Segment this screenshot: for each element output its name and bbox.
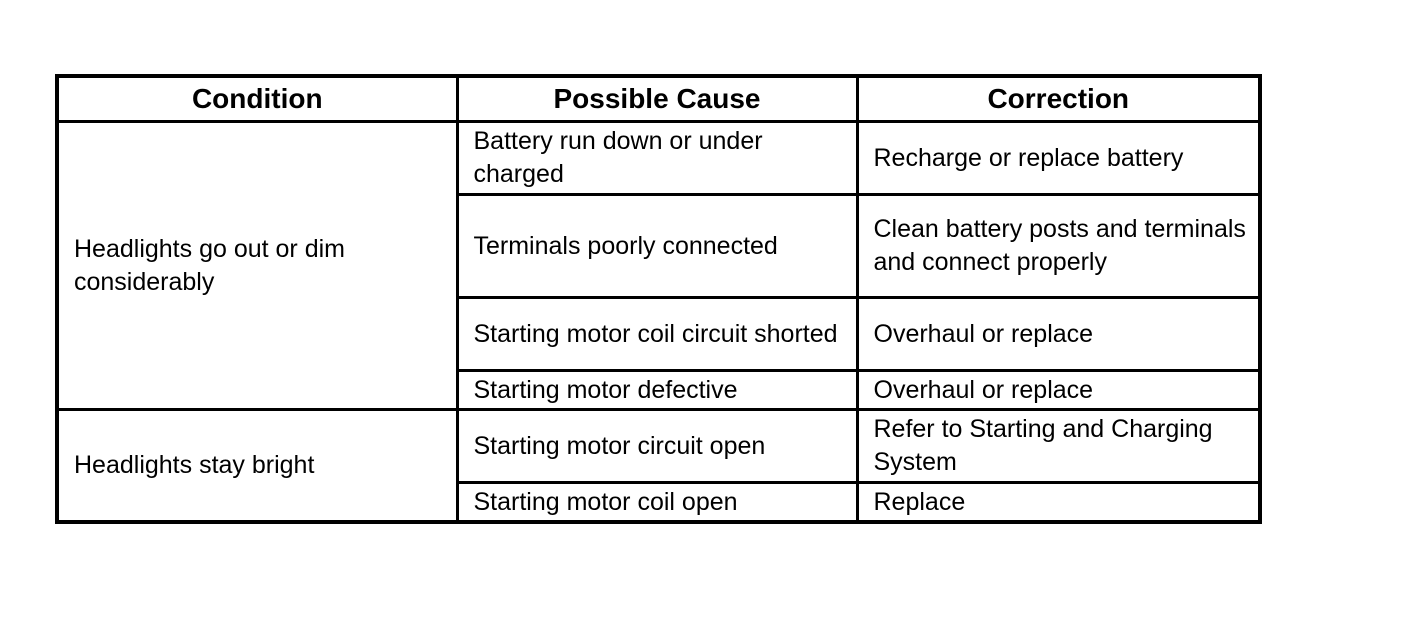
header-correction: Correction: [857, 76, 1260, 122]
correction-cell: Recharge or replace battery: [857, 122, 1260, 195]
cause-cell: Terminals poorly connected: [457, 195, 857, 298]
cause-cell: Starting motor coil circuit shorted: [457, 298, 857, 371]
correction-cell: Clean battery posts and terminals and connect properly: [857, 195, 1260, 298]
header-possible-cause: Possible Cause: [457, 76, 857, 122]
correction-cell: Overhaul or replace: [857, 371, 1260, 410]
cause-cell: Starting motor coil open: [457, 483, 857, 523]
header-condition: Condition: [57, 76, 457, 122]
cause-cell: Starting motor defective: [457, 371, 857, 410]
troubleshooting-table: [55, 74, 1262, 524]
condition-cell: Headlights stay bright: [57, 410, 457, 523]
cause-cell: Starting motor circuit open: [457, 410, 857, 483]
correction-cell: Overhaul or replace: [857, 298, 1260, 371]
cause-cell: Battery run down or under charged: [457, 122, 857, 195]
correction-cell: Replace: [857, 483, 1260, 523]
table-row: [57, 410, 1260, 483]
table-row: [57, 122, 1260, 195]
correction-cell: Refer to Starting and Charging System: [857, 410, 1260, 483]
header-row: [57, 76, 1260, 122]
condition-cell: Headlights go out or dim considerably: [57, 122, 457, 410]
